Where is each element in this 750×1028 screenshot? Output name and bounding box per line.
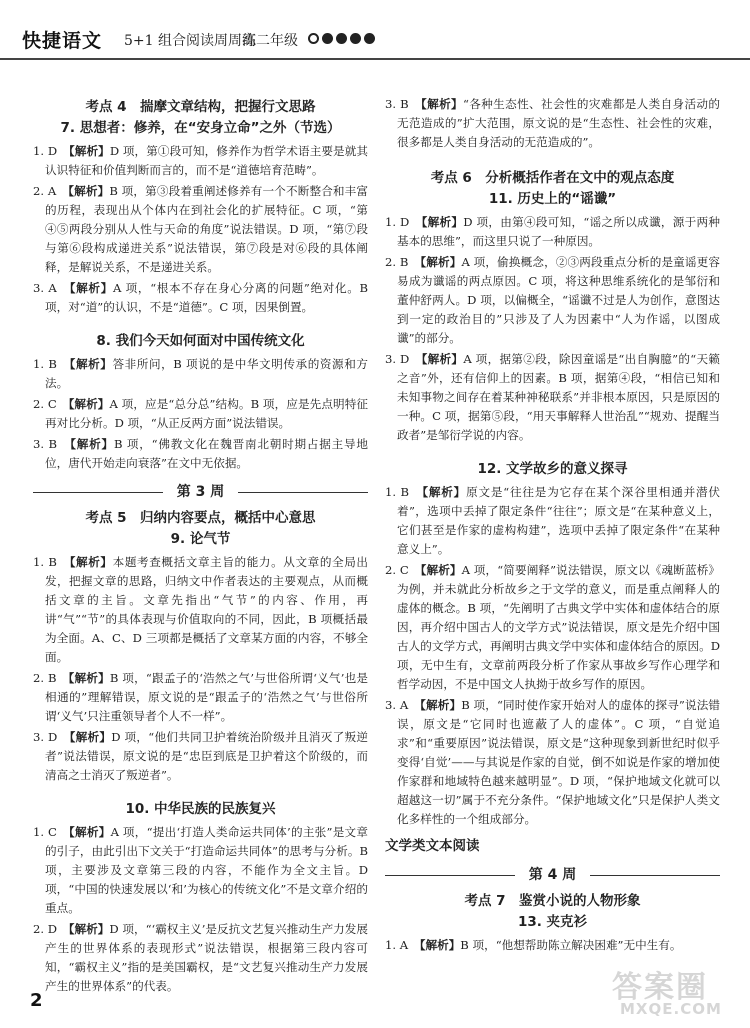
page-header xyxy=(0,0,750,60)
header-divider xyxy=(0,58,750,60)
answer-item: 3. B 【解析】“各种生态性、社会性的灾难都是人类自身活动的无范造成的”扩大范围，原文说的是“生态性、社会性的灾难，很多都是人类自身活动的无范造成的”。 xyxy=(385,97,720,149)
category-heading: 文学类文本阅读 xyxy=(385,838,480,854)
article-title: 8. 我们今天如何面对中国传统文化 xyxy=(96,333,305,349)
answer-item: 1. A 【解析】B 项，“他想帮助陈立解决困难”无中生有。 xyxy=(385,938,682,952)
section-heading: 考点 6 分析概括作者在文中的观点态度 xyxy=(430,170,675,186)
rating-dot-icon xyxy=(322,33,333,44)
section-heading: 考点 4 揣摩文章结构，把握行文思路 xyxy=(85,99,316,115)
watermark-text: 答案圈 xyxy=(612,970,708,1005)
article-title: 10. 中华民族的民族复兴 xyxy=(125,801,276,817)
article-title: 9. 论气节 xyxy=(170,531,231,547)
answer-item: 2. C 【解析】A 项，应是“总分总”结构。B 项，应是先点明特征再对比分析。D 项，“从正反两方面”说法错误。 xyxy=(33,397,369,430)
answer-item: 1. D 【解析】D 项，第①段可知，修养作为哲学术语主要是就其认识特征和价值判断而言的，而不是“道德培育范畴”。 xyxy=(33,144,369,177)
week-label: 第 3 周 xyxy=(176,484,225,500)
rating-dot-icon xyxy=(308,33,319,44)
answer-item: 3. B 【解析】B 项，“佛教文化在魏晋南北朝时期占据主导地位，唐代开始走向衰落”在文中无依据。 xyxy=(33,437,369,470)
answer-item: 1. B 【解析】本题考查概括文章主旨的能力。从文章的全局出发，把握文章的思路，归纳文中作者表达的主要观点，从而概括文章的主旨。文章先指出“气节”的内容、作用，再讲“气”“节”的具体表现与价值取向的不同，因此，B 项概括最为全面。A、C、D 三项都是概括了文章某方面的内容，不够全面。 xyxy=(33,555,368,664)
brand-title: 快捷语文 xyxy=(22,30,103,52)
grade-label: 高二年级 xyxy=(242,33,298,49)
answer-item: 2. D 【解析】D 项，“‘霸权主义’是反抗文艺复兴推动生产力发展产生的世界体系的表现形式”说法错误，根据第三段内容可知，“霸权主义”指的是美国霸权，是“文艺复兴推动生产力发展产生的世界体系”的代表。 xyxy=(33,922,369,993)
answer-item: 1. D 【解析】D 项，由第④段可知，“谣之所以成谶，源于两种基本的思维”，而这里只说了一种原因。 xyxy=(385,215,720,248)
section-heading: 考点 5 归纳内容要点，概括中心意思 xyxy=(85,510,316,526)
right-column xyxy=(385,95,720,957)
page-number: 2 xyxy=(30,990,43,1011)
answer-item: 2. A 【解析】B 项，第③段着重阐述修养有一个不断整合和丰富的历程，表现出从个体内在到社会化的扩展特征。C 项，“第④⑤两段分别从人性与天命的角度”说法错误。D 项，“第⑦段与第⑥段构成递进关系”说法错误，第⑦段是对⑥段的具体阐释，是解说关系，不是递进关系。 xyxy=(33,184,368,274)
answer-item: 1. C 【解析】A 项，“提出‘打造人类命运共同体’的主张”是文章的引子，由此引出下文关于“打造命运共同体”的思考与分析。B 项，主要涉及文章第三段的内容，不能作为全文主旨。D 项，“中国的快速发展以‘和’为核心的传统文化”不是文章介绍的重点。 xyxy=(33,825,368,915)
rating-dot-icon xyxy=(350,33,361,44)
article-title: 13. 夹克衫 xyxy=(517,914,588,930)
answer-item: 2. B 【解析】B 项，“跟孟子的‘浩然之气’与世俗所谓‘义气’也是相通的”理解错误，原文说的是“跟孟子的‘浩然之气’与世俗所谓‘义气’只注重领导者个人不一样”。 xyxy=(33,671,368,723)
answer-item: 2. B 【解析】A 项，偷换概念，②③两段重点分析的是童谣更容易成为谶谣的两点原因。C 项，将这种思维系统化的是邹衍和董仲舒两人。D 项，以偏概全，“谣谶不过是人为创作，意图达到一定的政治目的”只涉及了人为因素中“人为作谣，以图成谶”的部分。 xyxy=(385,255,720,345)
rating-dot-icon xyxy=(336,33,347,44)
answer-item: 3. A 【解析】A 项，“根本不存在身心分离的问题”绝对化。B 项，对“道”的认识，不是“道德”。C 项，因果倒置。 xyxy=(33,281,369,314)
article-title: 11. 历史上的“谣谶” xyxy=(488,191,617,207)
left-column xyxy=(33,95,368,998)
answer-item: 3. D 【解析】D 项，“他们共同卫护着统治阶级并且消灭了叛逆者”说法错误，原文说的是“忠臣到底是卫护着这个阶级的，而清高之士消灭了叛逆者”。 xyxy=(33,730,368,782)
series-title: 5+1 组合阅读周周练 xyxy=(124,33,256,49)
answer-item: 1. B 【解析】答非所问，B 项说的是中华文明传承的资源和方法。 xyxy=(33,357,368,390)
week-divider xyxy=(33,483,368,502)
article-title: 7. 思想者：修养，在“安身立命”之外（节选） xyxy=(60,120,341,136)
watermark-url: MXQE.COM xyxy=(620,1000,722,1018)
article-title: 12. 文学故乡的意义探寻 xyxy=(477,461,628,477)
answer-item: 3. D 【解析】A 项，据第②段，除因童谣是“出自胸臆”的“天籁之音”外，还有信仰上的因素。B 项，据第④段，“相信已知和未知事物之间存在着某种神秘联系”并非根本原因，只是原因的一种。C 项，据第⑤段，“用天事解释人世治乱”“规劝、提醒当政者”是邹衍学说的内容。 xyxy=(385,352,721,442)
rating-dot-icon xyxy=(364,33,375,44)
rating-dots xyxy=(308,33,375,44)
answer-item: 3. A 【解析】B 项，“同时使作家开始对人的虚体的探寻”说法错误，原文是“它同时也遮蔽了人的虚体”。C 项，“自觉追求”和“重要原因”说法错误，原文是“这种现象到新世纪时似乎变得‘自觉’——与其说是作家的自觉，倒不如说是作家的增加使作家群和地域特色越来越明显”。D 项，“保护地域文化就可以超越这一切”属于不充分条件。“保护地域文化”只是保护人类文化多样性的一个组成部分。 xyxy=(385,698,721,826)
week-label: 第 4 周 xyxy=(528,867,577,883)
section-heading: 考点 7 鉴赏小说的人物形象 xyxy=(464,893,641,909)
answer-item: 1. B 【解析】原文是“往往是为它存在某个深谷里相通并潜伏着”，选项中丢掉了限定条件“往往”；原文是“在某种意义上，它们甚至是作家的虚构构建”，选项中丢掉了限定条件“在某种意义上”。 xyxy=(385,485,720,556)
watermark-logo xyxy=(602,962,742,1020)
answer-item: 2. C 【解析】A 项，“简要阐释”说法错误，原文以《魂断蓝桥》为例，并未就此分析故乡之于文学的意义，而是重点阐释人的虚体的概念。B 项，“先阐明了古典文学中实体和虚体结合的原因，再介绍中国古人的文学方式”说法错误，原文是先介绍中国古人的文学方式，再阐明古典文学中实体和虚体结合的原因。D 项，无中生有，文章前两段分析了作家从事故乡写作心理学和哲学动因，不是中国文人执拗于故乡写作的原因。 xyxy=(385,563,720,691)
week-divider xyxy=(385,866,720,885)
